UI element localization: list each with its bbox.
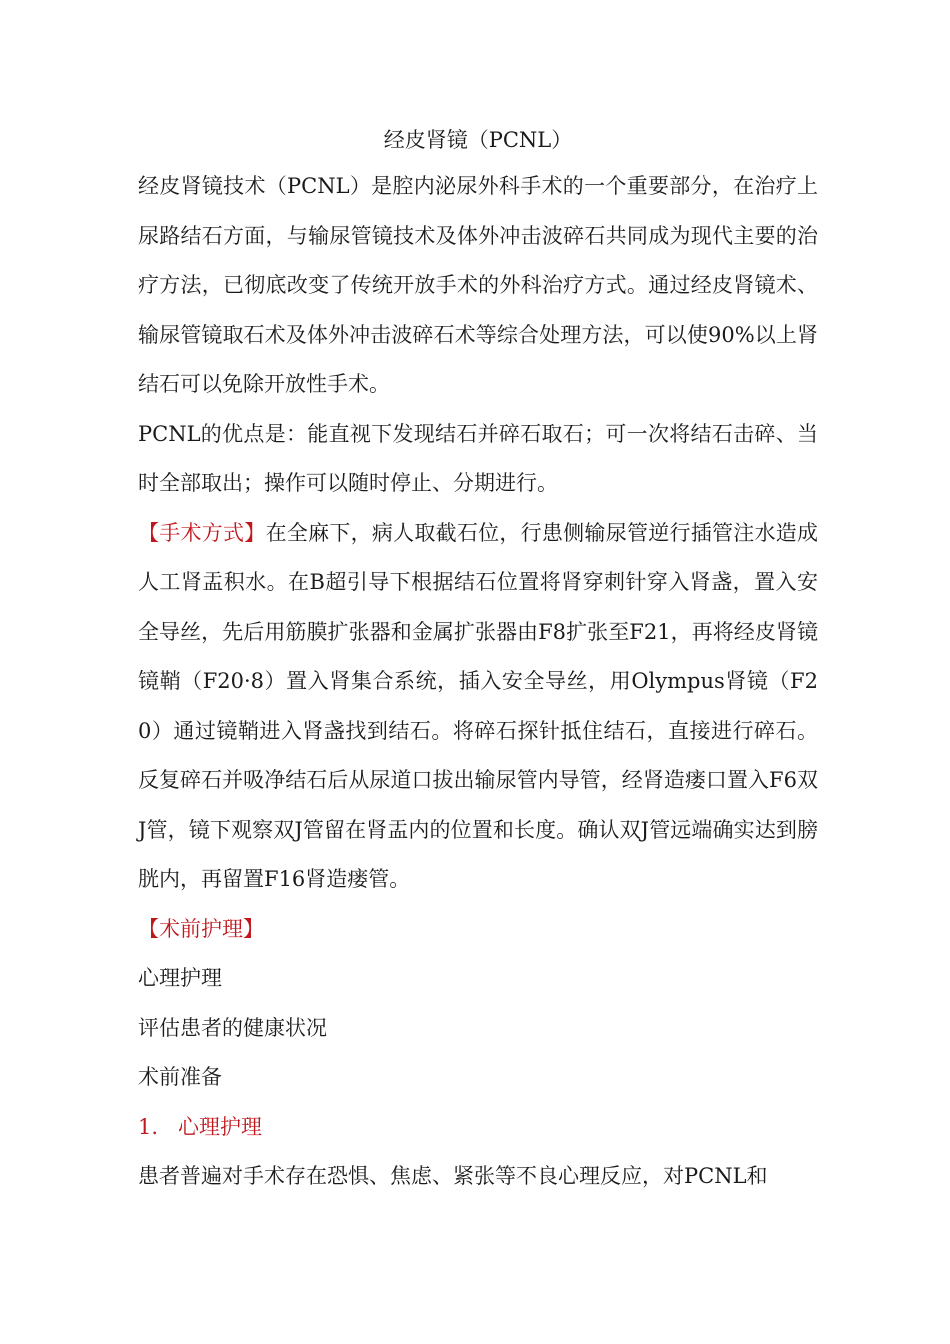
- advantages-paragraph: PCNL的优点是：能直视下发现结石并碎石取石；可一次将结石击碎、当时全部取出；操作可以随时停止、分期进行。: [138, 421, 818, 495]
- document-title: 经皮肾镜（PCNL）: [383, 128, 573, 152]
- intro-paragraph: 经皮肾镜技术（PCNL）是腔内泌尿外科手术的一个重要部分，在治疗上尿路结石方面，与输尿管镜技术及体外冲击波碎石共同成为现代主要的治疗方法，已彻底改变了传统开放手术的外科治疗方式。通过经皮肾镜术、输尿管镜取石术及体外冲击波碎石术等综合处理方法，可以使90%以上肾结石可以免除开放性手术。: [138, 174, 818, 396]
- preop-item-health-assessment: 评估患者的健康状况: [138, 1015, 327, 1040]
- preop-heading: 【术前护理】: [138, 916, 264, 941]
- preop-item-preparation: 术前准备: [138, 1065, 222, 1089]
- surgery-paragraph: [138, 509, 818, 905]
- document-content: [138, 118, 818, 1202]
- section1-body: 患者普遍对手术存在恐惧、焦虑、紧张等不良心理反应，对PCNL和: [138, 1164, 768, 1188]
- preop-item-psychological: 心理护理: [138, 966, 222, 990]
- surgery-heading: 【手术方式】: [138, 520, 266, 545]
- section1-heading: [138, 1103, 818, 1153]
- surgery-body: 在全麻下，病人取截石位，行患侧输尿管逆行插管注水造成人工肾盂积水。在B超引导下根据结石位置将肾穿刺针穿入肾盏，置入安全导丝，先后用筋膜扩张器和金属扩张器由F8扩张至F21，再将经皮肾镜镜鞘（F20·8）置入肾集合系统，插入安全导丝，用Olympus肾镜（F20）通过镜鞘进入肾盏找到结石。将碎石探针抵住结石，直接进行碎石。反复碎石并吸净结石后从尿道口拔出输尿管内导管，经肾造瘘口置入F6双J管，镜下观察双J管留在肾盂内的位置和长度。确认双J管远端确实达到膀胱内，再留置F16肾造瘘管。: [138, 520, 819, 891]
- section1-number: 1.: [138, 1114, 159, 1139]
- section1-title: 心理护理: [178, 1114, 262, 1139]
